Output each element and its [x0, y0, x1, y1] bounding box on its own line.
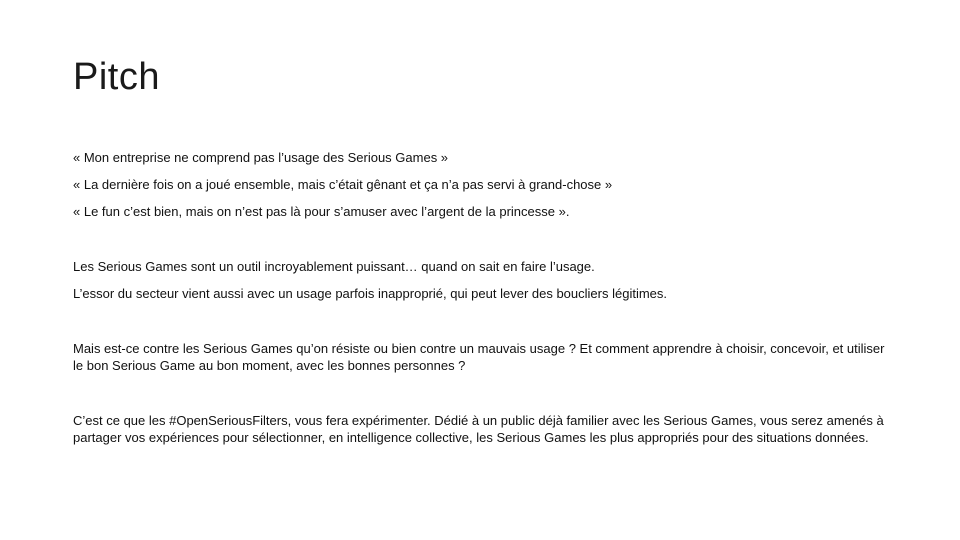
paragraph-3: Mais est-ce contre les Serious Games qu’on résiste ou bien contre un mauvais usage ? Et comment apprendre à choisir, concevoir, et utiliser le bon Serious Game au bon moment, avec les bonnes personnes ?	[73, 341, 885, 373]
paragraph-4: C’est ce que les #OpenSeriousFilters, vous fera expérimenter. Dédié à un public déjà familier avec les Serious Games, vous serez amenés à partager vos expériences pour sélectionner, en intelligence collective, les Serious Games les plus appropriés pour des situations données.	[73, 413, 884, 445]
paragraph-2: L’essor du secteur vient aussi avec un usage parfois inapproprié, qui peut lever des boucliers légitimes.	[73, 286, 668, 301]
quote-3: « Le fun c’est bien, mais on n’est pas là pour s’amuser avec l’argent de la princesse ».	[73, 204, 570, 219]
quote-2: « La dernière fois on a joué ensemble, mais c’était gênant et ça n’a pas servi à grand-chose »	[73, 177, 613, 192]
slide-title: Pitch	[73, 56, 160, 98]
paragraph-1: Les Serious Games sont un outil incroyablement puissant… quand on sait en faire l’usage.	[73, 259, 595, 274]
quote-1: « Mon entreprise ne comprend pas l’usage des Serious Games »	[73, 150, 449, 165]
